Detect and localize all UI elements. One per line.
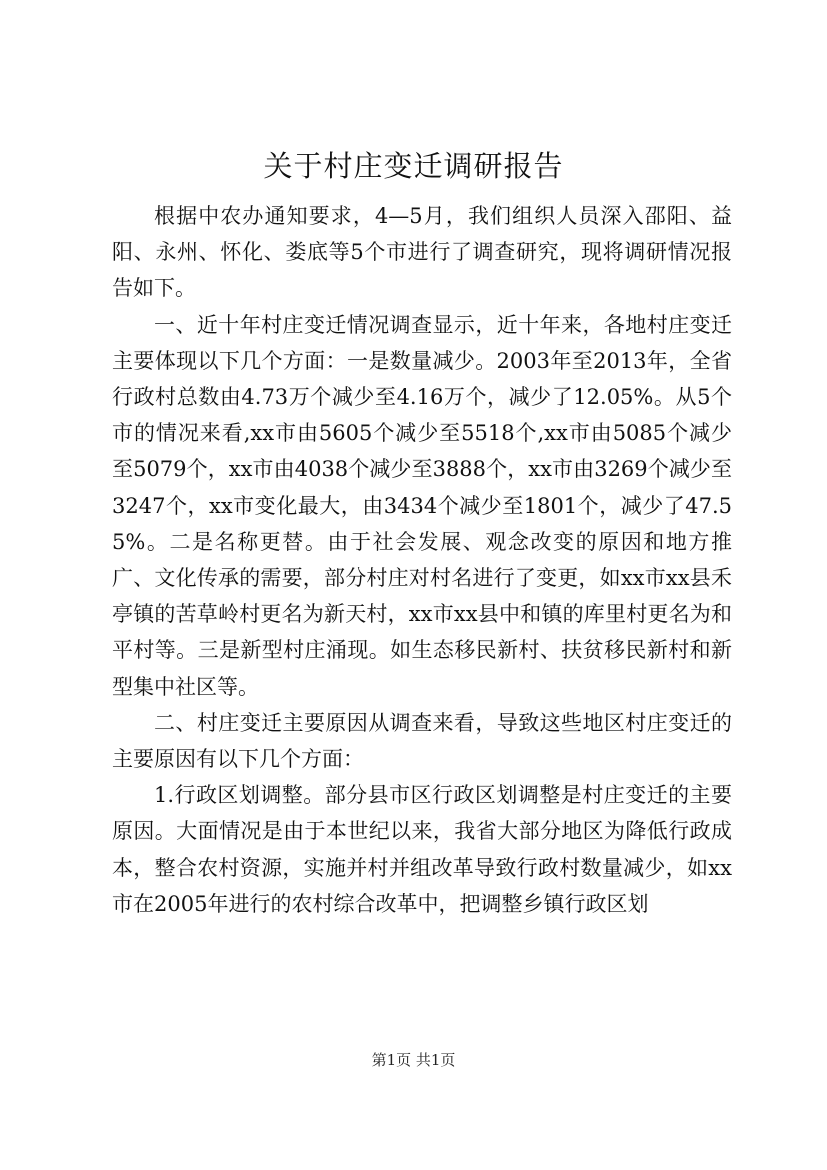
paragraph-intro: 根据中农办通知要求，4—5月，我们组织人员深入邵阳、益阳、永州、怀化、娄底等5个市进行了调查研究，现将调研情况报告如下。 (112, 204, 732, 301)
page-number: 第1页 共1页 (371, 1051, 456, 1069)
document-title: 关于村庄变迁调研报告 (263, 149, 564, 183)
paragraph-section-one: 一、近十年村庄变迁情况调查显示，近十年来，各地村庄变迁主要体现以下几个方面：一是数量减少。2003年至2013年，全省行政村总数由4.73万个减少至4.16万个，减少了12.05%。从5个市的情况来看,xx市由5605个减少至5518个,xx市由5085个减少至5079个，xx市由4038个减少至3888个，xx市由3269个减少至3247个，xx市变化最大，由3434个减少至1801个，减少了47.55%。二是名称更替。由于社会发展、观念改变的原因和地方推广、文化传承的需要，部分村庄对村名进行了变更，如xx市xx县禾亭镇的苦草岭村更名为新天村，xx市xx县中和镇的库里村更名为和平村等。三是新型村庄涌现。如生态移民新村、扶贫移民新村和新型集中社区等。 (112, 312, 732, 699)
paragraph-item-one: 1.行政区划调整。部分县市区行政区划调整是村庄变迁的主要原因。大面情况是由于本世纪以来，我省大部分地区为降低行政成本，整合农村资源，实施并村并组改革导致行政村数量减少，如xx市在2005年进行的农村综合改革中，把调整乡镇行政区划 (112, 783, 732, 916)
paragraph-section-two: 二、村庄变迁主要原因从调查来看，导致这些地区村庄变迁的主要原因有以下几个方面： (112, 710, 732, 772)
document-body (112, 198, 732, 922)
